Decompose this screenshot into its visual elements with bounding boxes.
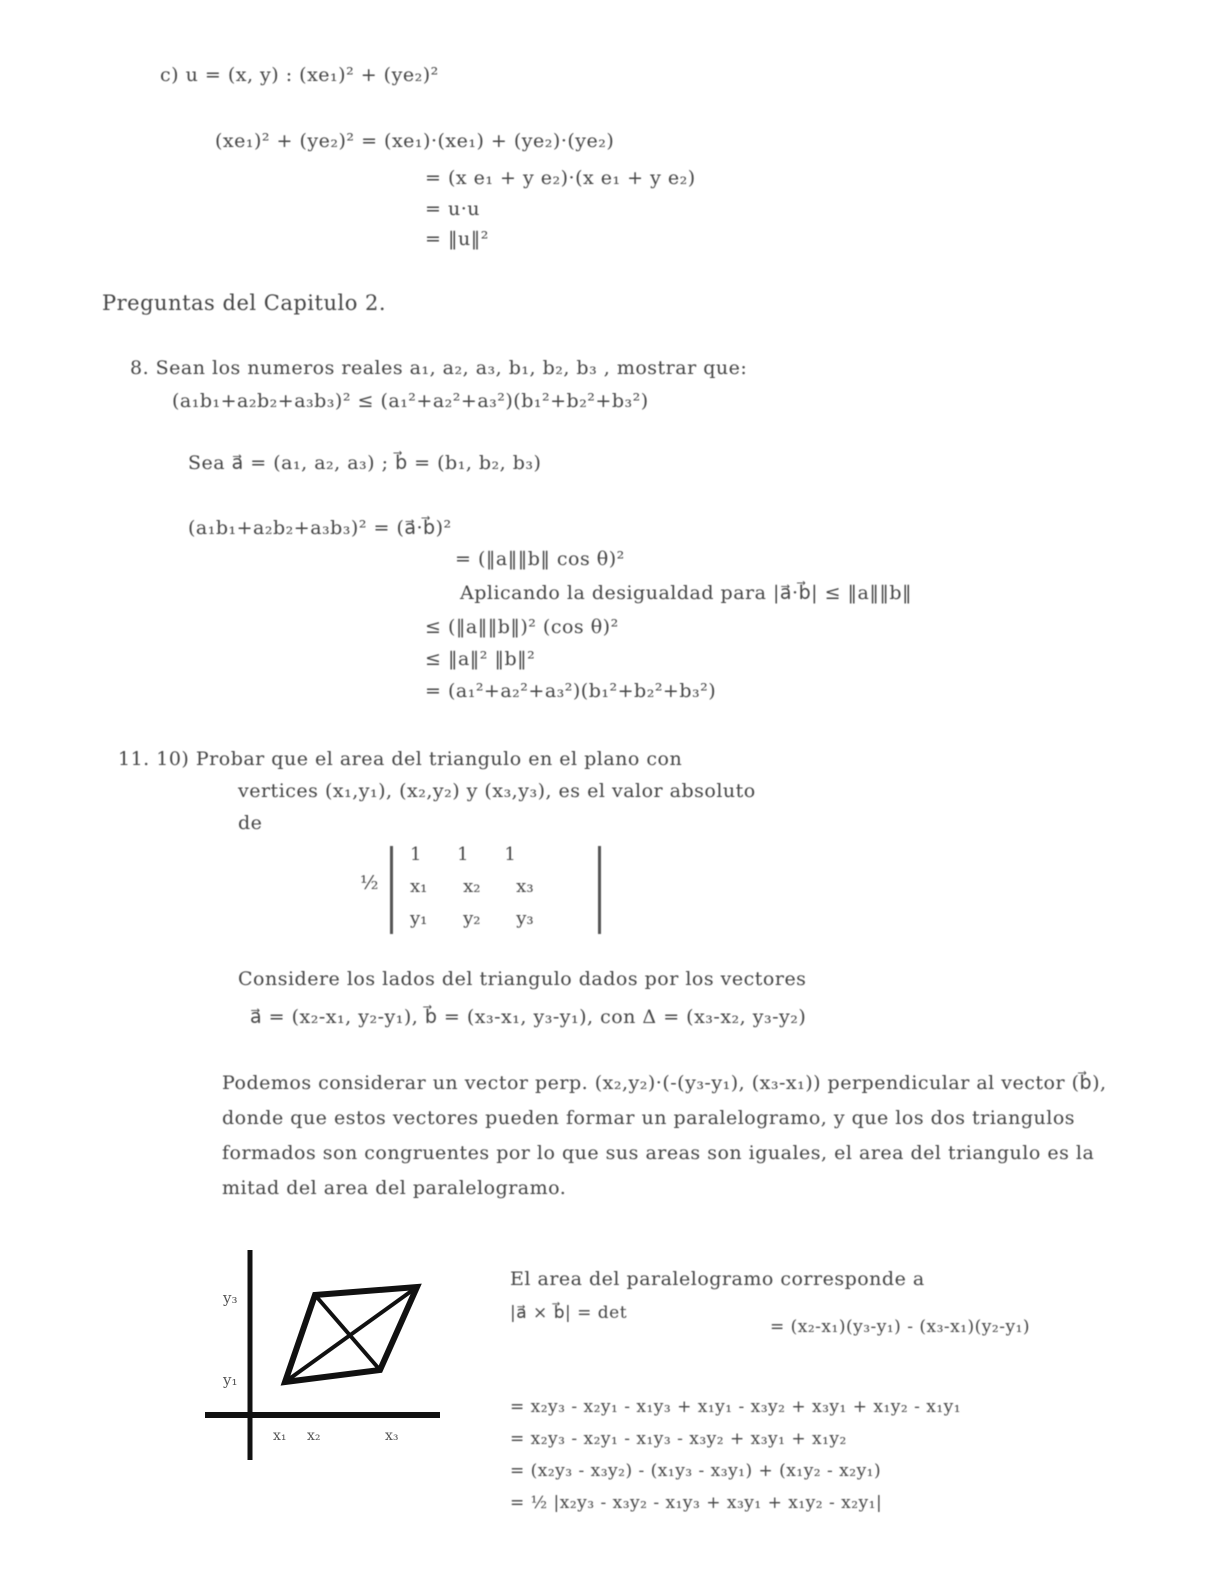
graph-ylabel-bottom: y₁ — [223, 1371, 238, 1389]
matrix-row-1: 1 1 1 — [410, 844, 516, 865]
line-c-heading: c) u = (x, y) : (xe₁)² + (ye₂)² — [160, 64, 439, 86]
side-left — [287, 1295, 315, 1380]
line-c-step2: = (x e₁ + y e₂)·(x e₁ + y e₂) — [425, 167, 696, 189]
consider-line-2: a⃗ = (x₂-x₁, y₂-y₁), b⃗ = (x₃-x₁, y₃-y₁), con Δ = (x₃-x₂, y₃-y₂) — [250, 1006, 807, 1028]
result-line-2: |a⃗ × b⃗| = det — [510, 1303, 628, 1323]
matrix-row-3: y₁ y₂ y₃ — [410, 908, 534, 929]
line-c-step4: = ‖u‖² — [425, 228, 489, 250]
problem-8-inequality: (a₁b₁+a₂b₂+a₃b₃)² ≤ (a₁²+a₂²+a₃²)(b₁²+b₂²+b₃²) — [172, 390, 649, 412]
graph-ylabel-top: y₃ — [223, 1289, 238, 1307]
proof-line-3: Aplicando la desigualdad para |a⃗·b⃗| ≤ ‖a‖‖b‖ — [460, 582, 913, 604]
result-line-3: = x₂y₃ - x₂y₁ - x₁y₃ + x₁y₁ - x₃y₂ + x₃y₁ + x₁y₂ - x₁y₁ — [510, 1397, 962, 1417]
result-line-1: El area del paralelogramo corresponde a — [510, 1268, 925, 1290]
proof-line-1: (a₁b₁+a₂b₂+a₃b₃)² = (a⃗·b⃗)² — [188, 517, 452, 539]
proof-line-5: ≤ ‖a‖² ‖b‖² — [425, 648, 536, 670]
result-line-6: = ½ |x₂y₃ - x₃y₂ - x₁y₃ + x₃y₁ + x₁y₂ - x₂y₁| — [510, 1493, 883, 1513]
proof-line-4: ≤ (‖a‖‖b‖)² (cos θ)² — [425, 616, 619, 638]
section-heading: Preguntas del Capitulo 2. — [102, 291, 387, 315]
determinant-matrix — [360, 842, 620, 942]
consider-line-1: Considere los lados del triangulo dados por los vectores — [238, 968, 807, 990]
line-c-step1: (xe₁)² + (ye₂)² = (xe₁)·(xe₁) + (ye₂)·(ye₂) — [215, 130, 615, 152]
matrix-fraction: ½ — [360, 872, 379, 894]
matrix-left-bar — [390, 846, 393, 934]
graph-xlabel-mid: x₂ — [307, 1428, 321, 1444]
result-line-4: = x₂y₃ - x₂y₁ - x₁y₃ - x₃y₂ + x₃y₁ + x₁y₂ — [510, 1429, 847, 1449]
problem-11-line-1: 11. 10) Probar que el area del triangulo en el plano con — [118, 748, 683, 770]
matrix-right-bar — [598, 846, 601, 934]
result-line-5: = (x₂y₃ - x₃y₂) - (x₁y₃ - x₃y₁) + (x₁y₂ - x₂y₁) — [510, 1461, 882, 1481]
diagonal-2 — [315, 1295, 380, 1370]
graph-xlabel-left: x₁ — [273, 1428, 287, 1444]
result-line-2b: = (x₂-x₁)(y₃-y₁) - (x₃-x₁)(y₂-y₁) — [770, 1317, 1031, 1337]
problem-11-line-2: vertices (x₁,y₁), (x₂,y₂) y (x₃,y₃), es el valor absoluto — [238, 780, 756, 802]
explanation-paragraph: Podemos considerar un vector perp. (x₂,y₂)·(-(y₃-y₁), (x₃-x₁)) perpendicular al vector (b⃗), donde que estos vectores pueden formar un paralelogramo, y que los dos triangulos formados son congruentes por lo que sus areas son iguales, el area del triangulo es la mitad del area del paralelogramo. — [222, 1072, 1107, 1199]
proof-line-6: = (a₁²+a₂²+a₃²)(b₁²+b₂²+b₃²) — [425, 680, 717, 702]
graph-xlabel-right: x₃ — [385, 1428, 399, 1444]
parallelogram-graph — [195, 1245, 455, 1475]
problem-8-vectors: Sea a⃗ = (a₁, a₂, a₃) ; b⃗ = (b₁, b₂, b₃) — [188, 452, 542, 474]
matrix-row-2: x₁ x₂ x₃ — [410, 876, 534, 897]
problem-8-statement: 8. Sean los numeros reales a₁, a₂, a₃, b₁, b₂, b₃ , mostrar que: — [130, 357, 748, 379]
line-c-step3: = u·u — [425, 198, 480, 220]
problem-11-line-3: de — [238, 812, 263, 834]
proof-line-2: = (‖a‖‖b‖ cos θ)² — [455, 548, 625, 570]
